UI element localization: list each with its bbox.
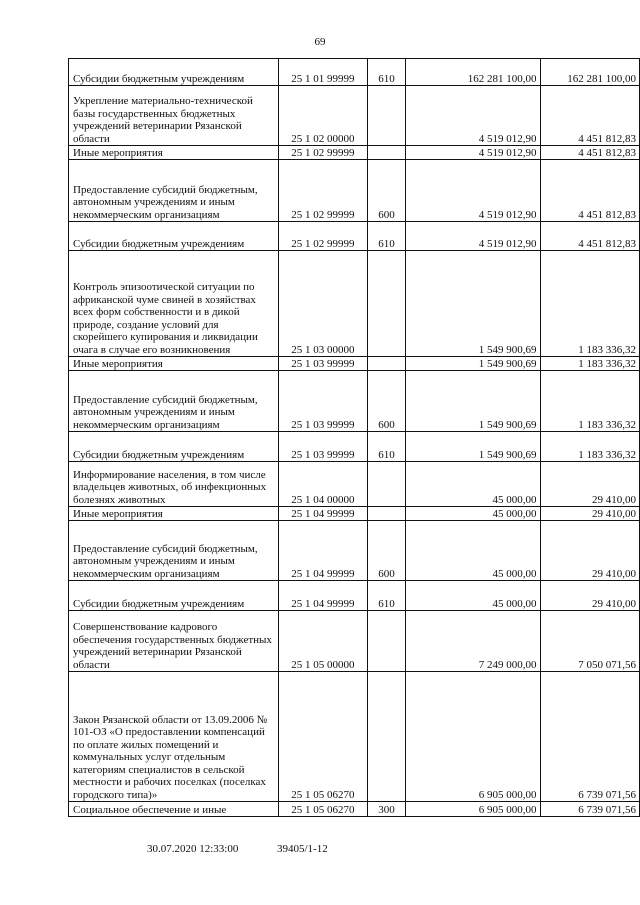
row-name: Предоставление субсидий бюджетным, автономным учреждениям и иным некоммерческим организациям [69, 521, 279, 581]
table-row [69, 222, 640, 251]
footer-doc-number: 39405/1-12 [277, 843, 328, 855]
row-actual-amount: 1 183 336,32 [540, 357, 640, 371]
row-code: 25 1 04 99999 [278, 581, 368, 611]
row-actual-amount: 1 183 336,32 [540, 251, 640, 357]
row-name: Иные мероприятия [69, 357, 279, 371]
table-row [69, 86, 640, 146]
row-expense-type: 610 [368, 59, 406, 86]
row-name: Предоставление субсидий бюджетным, автономным учреждениям и иным некоммерческим организациям [69, 160, 279, 222]
row-expense-type [368, 146, 406, 160]
row-code: 25 1 01 99999 [278, 59, 368, 86]
table-row [69, 581, 640, 611]
row-actual-amount: 29 410,00 [540, 507, 640, 521]
table-row [69, 251, 640, 357]
row-planned-amount: 1 549 900,69 [405, 251, 540, 357]
row-planned-amount: 4 519 012,90 [405, 86, 540, 146]
row-name: Субсидии бюджетным учреждениям [69, 581, 279, 611]
row-name: Контроль эпизоотической ситуации по африканской чуме свиней в хозяйствах всех форм собственности и в дикой природе, создание условий для скорейшего купирования и ликвидации очага в случае его возникновения [69, 251, 279, 357]
row-planned-amount: 6 905 000,00 [405, 802, 540, 817]
row-actual-amount: 4 451 812,83 [540, 222, 640, 251]
row-planned-amount: 45 000,00 [405, 462, 540, 507]
row-expense-type [368, 462, 406, 507]
row-code: 25 1 03 99999 [278, 371, 368, 432]
row-code: 25 1 02 99999 [278, 160, 368, 222]
row-actual-amount: 162 281 100,00 [540, 59, 640, 86]
row-planned-amount: 1 549 900,69 [405, 357, 540, 371]
row-code: 25 1 03 99999 [278, 357, 368, 371]
row-actual-amount: 7 050 071,56 [540, 611, 640, 672]
row-code: 25 1 04 99999 [278, 521, 368, 581]
table-row [69, 357, 640, 371]
page-number: 69 [314, 36, 326, 48]
row-name: Субсидии бюджетным учреждениям [69, 222, 279, 251]
row-actual-amount: 1 183 336,32 [540, 371, 640, 432]
row-expense-type: 600 [368, 371, 406, 432]
row-expense-type [368, 357, 406, 371]
row-name: Иные мероприятия [69, 146, 279, 160]
table-row [69, 611, 640, 672]
budget-table [68, 58, 640, 817]
row-code: 25 1 02 00000 [278, 86, 368, 146]
row-actual-amount: 29 410,00 [540, 581, 640, 611]
row-expense-type [368, 507, 406, 521]
table-row [69, 371, 640, 432]
table-row [69, 672, 640, 802]
row-expense-type [368, 251, 406, 357]
row-name: Закон Рязанской области от 13.09.2006 № 101-ОЗ «О предоставлении компенсаций по оплате жилых помещений и коммунальных услуг отдельным категориям специалистов в сельской местности и рабочих поселках (поселках городского типа)» [69, 672, 279, 802]
row-actual-amount: 29 410,00 [540, 521, 640, 581]
row-expense-type [368, 86, 406, 146]
footer-timestamp: 30.07.2020 12:33:00 [147, 843, 239, 855]
row-name: Совершенствование кадрового обеспечения государственных бюджетных учреждений ветеринарии Рязанской области [69, 611, 279, 672]
row-actual-amount: 6 739 071,56 [540, 802, 640, 817]
row-expense-type [368, 672, 406, 802]
row-planned-amount: 1 549 900,69 [405, 371, 540, 432]
row-expense-type: 610 [368, 581, 406, 611]
row-planned-amount: 6 905 000,00 [405, 672, 540, 802]
row-expense-type: 600 [368, 160, 406, 222]
row-actual-amount: 4 451 812,83 [540, 146, 640, 160]
row-code: 25 1 03 00000 [278, 251, 368, 357]
row-code: 25 1 05 06270 [278, 802, 368, 817]
row-name: Укрепление материально-технической базы государственных бюджетных учреждений ветеринарии Рязанской области [69, 86, 279, 146]
table-row [69, 160, 640, 222]
row-code: 25 1 02 99999 [278, 222, 368, 251]
row-actual-amount: 4 451 812,83 [540, 86, 640, 146]
row-code: 25 1 05 06270 [278, 672, 368, 802]
row-planned-amount: 4 519 012,90 [405, 222, 540, 251]
row-expense-type: 600 [368, 521, 406, 581]
row-actual-amount: 4 451 812,83 [540, 160, 640, 222]
row-name: Субсидии бюджетным учреждениям [69, 432, 279, 462]
row-expense-type: 610 [368, 222, 406, 251]
row-code: 25 1 05 00000 [278, 611, 368, 672]
row-planned-amount: 1 549 900,69 [405, 432, 540, 462]
row-code: 25 1 02 99999 [278, 146, 368, 160]
table-row [69, 432, 640, 462]
table-row [69, 521, 640, 581]
row-actual-amount: 6 739 071,56 [540, 672, 640, 802]
row-expense-type [368, 611, 406, 672]
row-name: Информирование населения, в том числе владельцев животных, об инфекционных болезнях животных [69, 462, 279, 507]
table-row [69, 507, 640, 521]
table-row [69, 146, 640, 160]
row-planned-amount: 45 000,00 [405, 507, 540, 521]
table-row [69, 59, 640, 86]
table-row [69, 462, 640, 507]
row-planned-amount: 4 519 012,90 [405, 160, 540, 222]
row-planned-amount: 7 249 000,00 [405, 611, 540, 672]
table-row [69, 802, 640, 817]
row-code: 25 1 04 00000 [278, 462, 368, 507]
row-planned-amount: 45 000,00 [405, 581, 540, 611]
row-name: Субсидии бюджетным учреждениям [69, 59, 279, 86]
row-planned-amount: 45 000,00 [405, 521, 540, 581]
row-actual-amount: 29 410,00 [540, 462, 640, 507]
row-name: Иные мероприятия [69, 507, 279, 521]
row-expense-type: 610 [368, 432, 406, 462]
row-code: 25 1 04 99999 [278, 507, 368, 521]
row-planned-amount: 162 281 100,00 [405, 59, 540, 86]
row-name: Социальное обеспечение и иные [69, 802, 279, 817]
row-planned-amount: 4 519 012,90 [405, 146, 540, 160]
row-name: Предоставление субсидий бюджетным, автономным учреждениям и иным некоммерческим организациям [69, 371, 279, 432]
row-actual-amount: 1 183 336,32 [540, 432, 640, 462]
row-expense-type: 300 [368, 802, 406, 817]
row-code: 25 1 03 99999 [278, 432, 368, 462]
